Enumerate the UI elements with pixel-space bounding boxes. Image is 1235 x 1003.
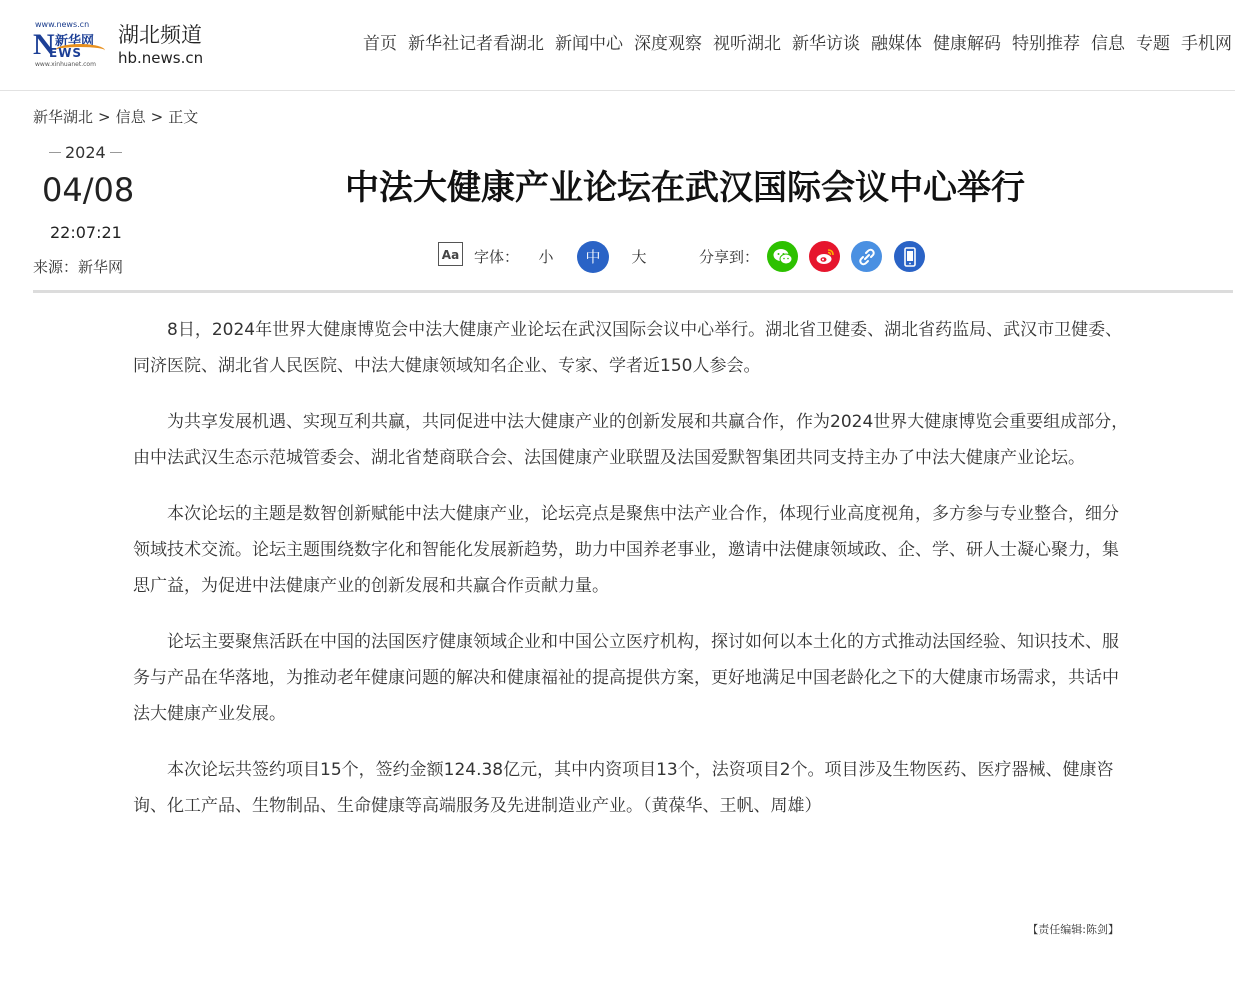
main-nav xyxy=(363,29,1232,54)
link-icon xyxy=(858,248,876,266)
article-body xyxy=(133,312,1130,844)
breadcrumb-sep: > xyxy=(98,108,111,126)
weibo-icon xyxy=(815,248,835,266)
year-line-right xyxy=(110,152,122,153)
share-link-button[interactable] xyxy=(851,241,882,272)
article-paragraph: 论坛主要聚焦活跃在中国的法国医疗健康领域企业和中国公立医疗机构，探讨如何以本土化的方式推动法国经验、知识技术、服务与产品在华落地，为推动老年健康问题的解决和健康福祉的提高提供方案，更好地满足中国老龄化之下的大健康市场需求，共话中法大健康产业发展。 xyxy=(133,632,1119,724)
responsible-editor: 【责任编辑:陈剑】 xyxy=(1027,923,1119,936)
channel-name: 湖北频道 xyxy=(118,23,202,47)
nav-depth[interactable]: 深度观察 xyxy=(634,34,702,54)
nav-reporters[interactable]: 新华社记者看湖北 xyxy=(408,34,544,54)
logo-url-bottom: www.xinhuanet.com xyxy=(35,61,96,68)
channel-title[interactable] xyxy=(118,22,203,68)
font-size-icon: Aa xyxy=(438,242,463,266)
article-source: 来源：新华网 xyxy=(33,258,124,276)
nav-recommend[interactable]: 特别推荐 xyxy=(1012,34,1080,54)
channel-domain: hb.news.cn xyxy=(118,49,204,67)
logo-cn: 新华网 xyxy=(55,34,95,49)
share-weibo-button[interactable] xyxy=(809,241,840,272)
article-paragraph: 本次论坛共签约项目15个，签约金额124.38亿元，其中内资项目13个，法资项目2个。项目涉及生物医药、医疗器械、健康咨询、化工产品、生物制品、生命健康等高端服务及先进制造业产业。（黄葆华、王帆、周雄） xyxy=(133,760,1114,816)
nav-health[interactable]: 健康解码 xyxy=(933,34,1001,54)
article-paragraph: 为共享发展机遇、实现互利共赢，共同促进中法大健康产业的创新发展和共赢合作，作为2024世界大健康博览会重要组成部分，由中法武汉生态示范城管委会、湖北省楚商联合会、法国健康产业联盟及法国爱默智集团共同支持主办了中法大健康产业论坛。 xyxy=(133,412,1129,468)
publish-month-day: 04/08 xyxy=(42,171,135,209)
nav-news-center[interactable]: 新闻中心 xyxy=(555,34,623,54)
share-mobile-button[interactable] xyxy=(894,241,925,272)
breadcrumb-section[interactable]: 信息 xyxy=(115,108,146,126)
share-wechat-button[interactable] xyxy=(767,241,798,272)
nav-home[interactable]: 首页 xyxy=(363,34,397,54)
font-medium-button[interactable]: 中 xyxy=(577,241,609,273)
font-size-label: 字体： xyxy=(474,248,520,266)
mobile-icon xyxy=(903,247,917,267)
publish-year: 2024 xyxy=(65,143,106,162)
nav-mobile[interactable]: 手机网 xyxy=(1181,34,1232,54)
article-title: 中法大健康产业论坛在武汉国际会议中心举行 xyxy=(345,168,1025,208)
article-paragraph: 8日，2024年世界大健康博览会中法大健康产业论坛在武汉国际会议中心举行。湖北省卫健委、湖北省药监局、武汉市卫健委、同济医院、湖北省人民医院、中法大健康领域知名企业、专家、学者近150人参会。 xyxy=(133,320,1123,376)
nav-interview[interactable]: 新华访谈 xyxy=(792,34,860,54)
year-line-left xyxy=(49,152,61,153)
nav-video[interactable]: 视听湖北 xyxy=(713,34,781,54)
nav-info[interactable]: 信息 xyxy=(1091,34,1125,54)
nav-topics[interactable]: 专题 xyxy=(1136,34,1170,54)
breadcrumb-sep: > xyxy=(150,108,164,126)
font-large-button[interactable]: 大 xyxy=(631,248,647,266)
publish-time: 22:07:21 xyxy=(50,223,122,242)
logo-url-top: www.news.cn xyxy=(35,20,90,29)
logo-ews: EWS xyxy=(49,46,83,60)
nav-media[interactable]: 融媒体 xyxy=(871,34,922,54)
share-label: 分享到： xyxy=(699,248,760,266)
breadcrumb-current: 正文 xyxy=(168,108,199,126)
title-divider xyxy=(33,290,1233,293)
font-small-button[interactable]: 小 xyxy=(538,248,554,266)
site-header xyxy=(0,0,1235,91)
wechat-icon xyxy=(773,248,793,266)
breadcrumb-home[interactable]: 新华湖北 xyxy=(33,108,94,126)
breadcrumb xyxy=(33,106,203,127)
xinhua-logo[interactable] xyxy=(33,20,111,70)
article-paragraph: 本次论坛的主题是数智创新赋能中法大健康产业，论坛亮点是聚焦中法产业合作，体现行业高度视角，多方参与专业整合，细分领域技术交流。论坛主题围绕数字化和智能化发展新趋势，助力中国养老事业，邀请中法健康领域政、企、学、研人士凝心聚力，集思广益，为促进中法健康产业的创新发展和共赢合作贡献力量。 xyxy=(133,504,1119,596)
logo-n: N xyxy=(33,28,55,61)
